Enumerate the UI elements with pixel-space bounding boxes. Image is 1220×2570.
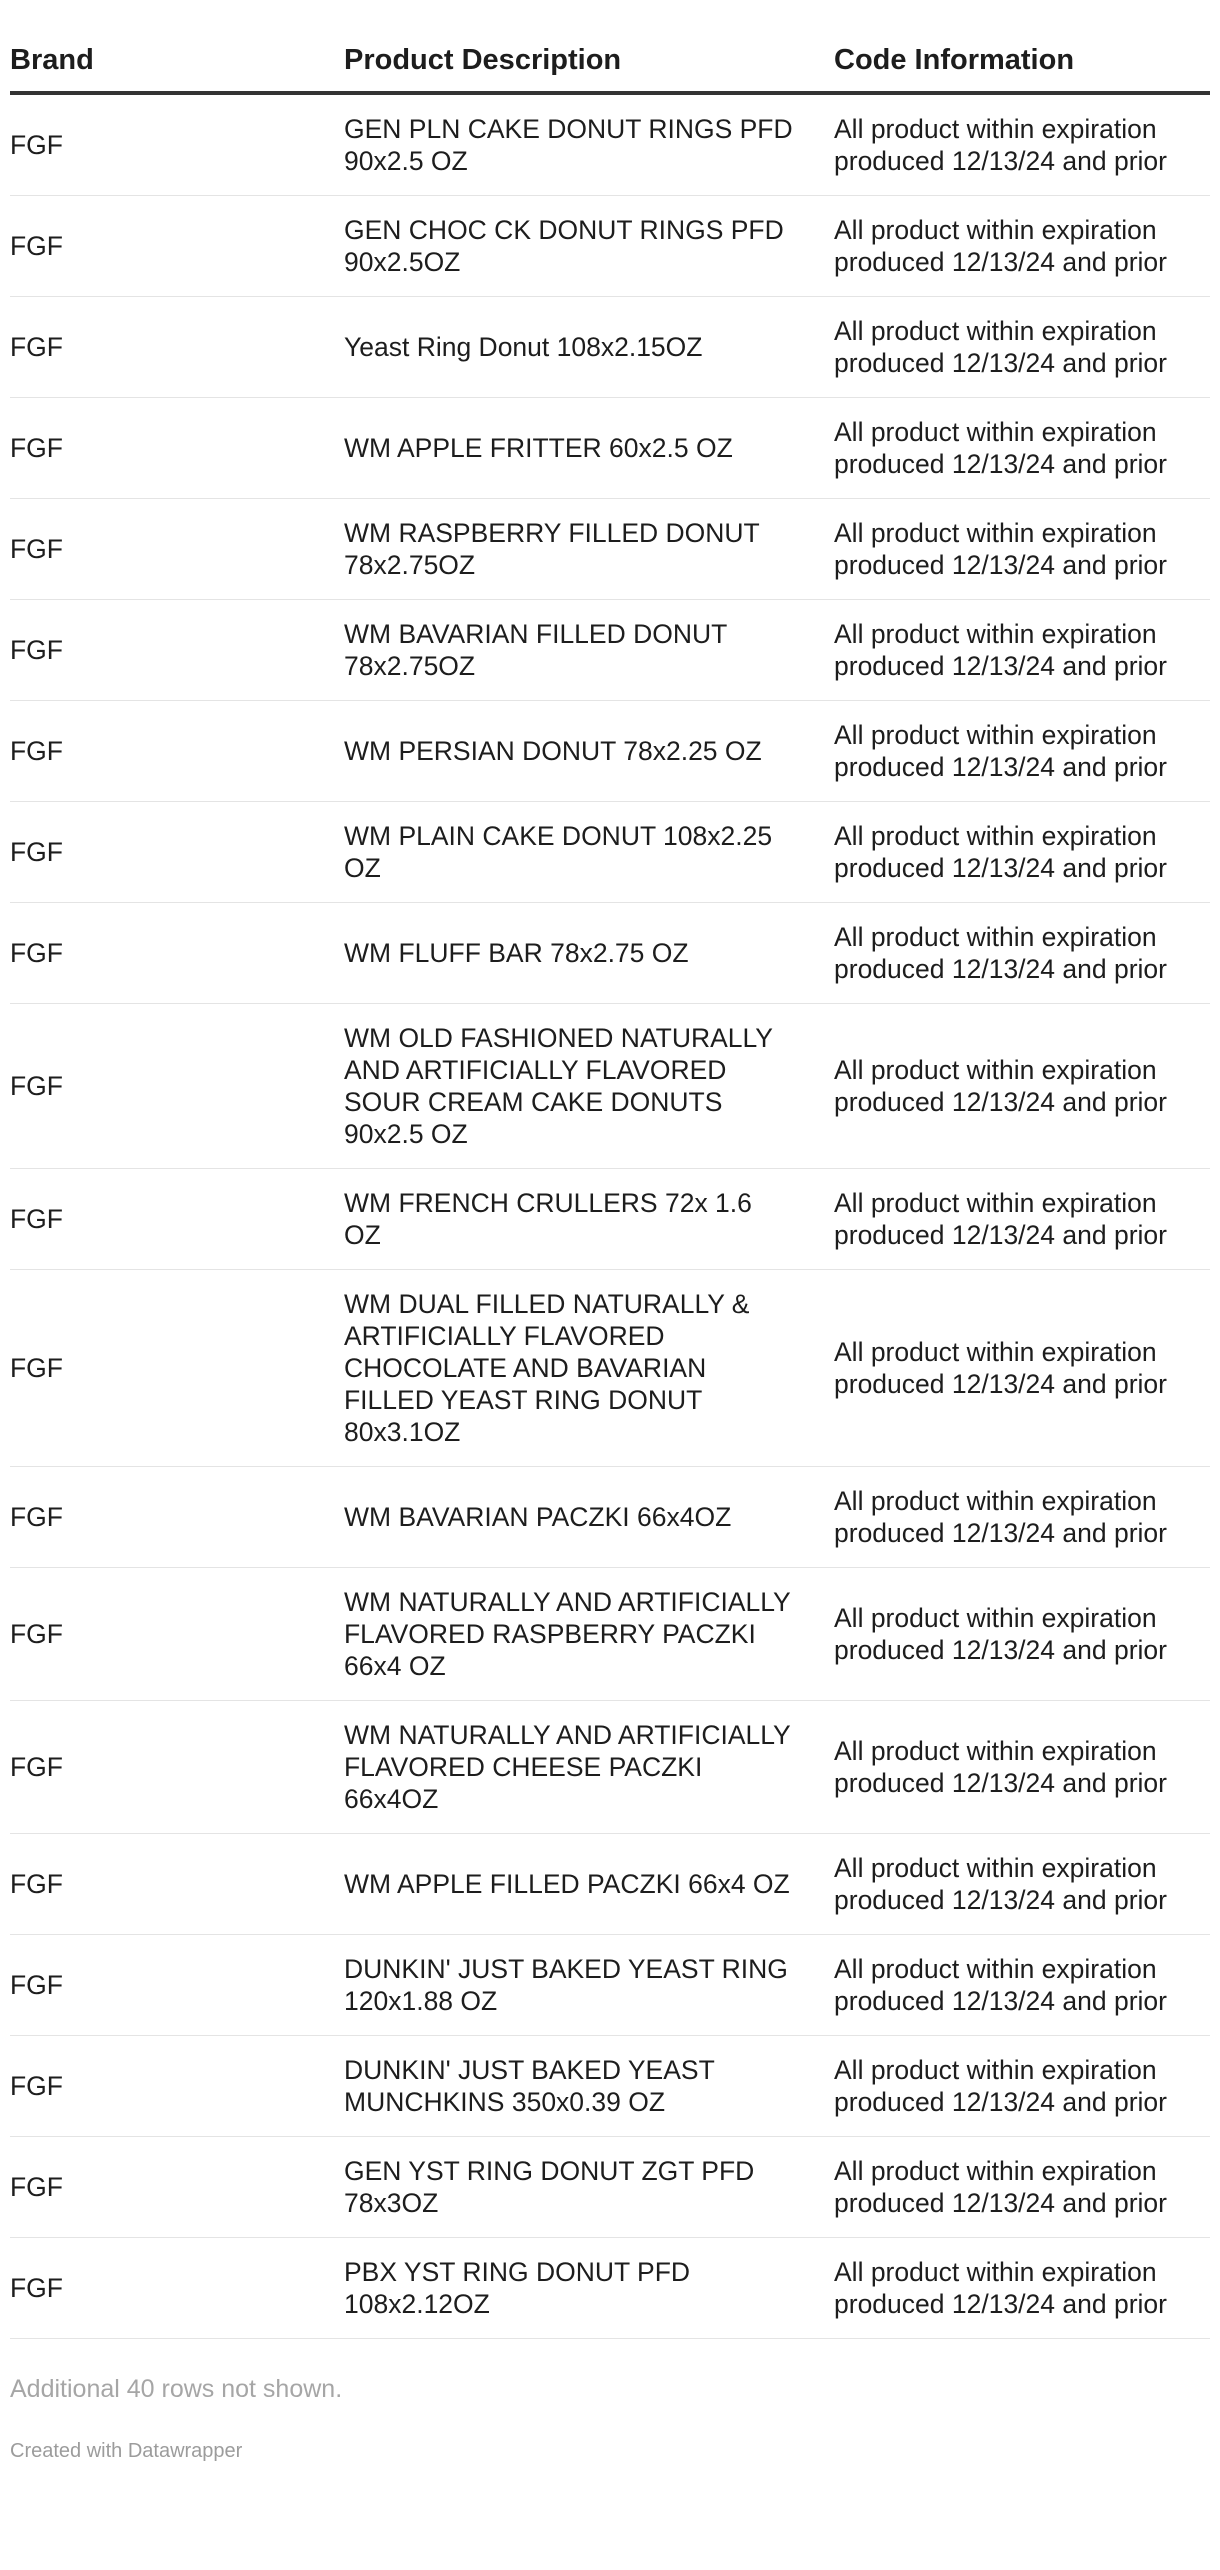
product-description-cell: WM FRENCH CRULLERS 72x 1.6 OZ (344, 1169, 834, 1270)
brand-cell: FGF (10, 1467, 344, 1568)
code-information-line: produced 12/13/24 and prior (834, 1369, 1167, 1399)
code-information-line: All product within expiration (834, 1853, 1157, 1883)
brand-cell: FGF (10, 600, 344, 701)
code-information-line: All product within expiration (834, 215, 1157, 245)
product-description-cell: WM PLAIN CAKE DONUT 108x2.25 OZ (344, 802, 834, 903)
code-information-cell (834, 1270, 1210, 1467)
code-information-cell (834, 1701, 1210, 1834)
code-information-line: All product within expiration (834, 821, 1157, 851)
brand-cell: FGF (10, 903, 344, 1004)
product-description-cell: WM FLUFF BAR 78x2.75 OZ (344, 903, 834, 1004)
table-row (10, 398, 1210, 499)
product-description-cell: WM OLD FASHIONED NATURALLY AND ARTIFICIALLY FLAVORED SOUR CREAM CAKE DONUTS 90x2.5 OZ (344, 1004, 834, 1169)
brand-cell: FGF (10, 499, 344, 600)
code-information-line: All product within expiration (834, 922, 1157, 952)
header-row (10, 0, 1210, 93)
brand-cell: FGF (10, 1701, 344, 1834)
code-information-cell (834, 903, 1210, 1004)
code-information-line: produced 12/13/24 and prior (834, 1220, 1167, 1250)
code-information-cell (834, 499, 1210, 600)
code-information-line: produced 12/13/24 and prior (834, 348, 1167, 378)
code-information-line: produced 12/13/24 and prior (834, 1885, 1167, 1915)
table-row (10, 93, 1210, 196)
code-information-line: produced 12/13/24 and prior (834, 752, 1167, 782)
product-description-cell: WM NATURALLY AND ARTIFICIALLY FLAVORED RASPBERRY PACZKI 66x4 OZ (344, 1568, 834, 1701)
brand-cell: FGF (10, 1568, 344, 1701)
product-description-cell: DUNKIN' JUST BAKED YEAST RING 120x1.88 OZ (344, 1935, 834, 2036)
code-information-line: All product within expiration (834, 1055, 1157, 1085)
code-information-cell (834, 600, 1210, 701)
brand-cell: FGF (10, 2137, 344, 2238)
table-row (10, 297, 1210, 398)
code-information-line: produced 12/13/24 and prior (834, 1087, 1167, 1117)
rows-not-shown-note: Additional 40 rows not shown. (10, 2375, 343, 2403)
code-information-line: All product within expiration (834, 2257, 1157, 2287)
product-description-cell: WM APPLE FILLED PACZKI 66x4 OZ (344, 1834, 834, 1935)
table-row (10, 1834, 1210, 1935)
product-description-cell: WM NATURALLY AND ARTIFICIALLY FLAVORED CHEESE PACZKI 66x4OZ (344, 1701, 834, 1834)
code-information-line: produced 12/13/24 and prior (834, 1635, 1167, 1665)
code-information-cell (834, 1467, 1210, 1568)
code-information-line: produced 12/13/24 and prior (834, 853, 1167, 883)
table-row (10, 1169, 1210, 1270)
code-information-line: All product within expiration (834, 1954, 1157, 1984)
product-table (10, 0, 1210, 2339)
code-information-cell (834, 701, 1210, 802)
code-information-line: produced 12/13/24 and prior (834, 2087, 1167, 2117)
column-header-product-description[interactable]: Product Description (344, 0, 834, 93)
brand-cell: FGF (10, 1169, 344, 1270)
code-information-cell (834, 1568, 1210, 1701)
product-description-cell: GEN YST RING DONUT ZGT PFD 78x3OZ (344, 2137, 834, 2238)
table-row (10, 802, 1210, 903)
brand-cell: FGF (10, 1004, 344, 1169)
code-information-line: produced 12/13/24 and prior (834, 651, 1167, 681)
code-information-cell (834, 802, 1210, 903)
code-information-line: All product within expiration (834, 2156, 1157, 2186)
code-information-cell (834, 93, 1210, 196)
code-information-cell (834, 1004, 1210, 1169)
product-description-cell: WM BAVARIAN FILLED DONUT 78x2.75OZ (344, 600, 834, 701)
code-information-cell (834, 2036, 1210, 2137)
table-row (10, 1935, 1210, 2036)
table-row (10, 2137, 1210, 2238)
product-description-cell: Yeast Ring Donut 108x2.15OZ (344, 297, 834, 398)
table-row (10, 1004, 1210, 1169)
code-information-line: All product within expiration (834, 1188, 1157, 1218)
table-row (10, 1568, 1210, 1701)
table-row (10, 2036, 1210, 2137)
table-row (10, 1701, 1210, 1834)
code-information-line: All product within expiration (834, 1486, 1157, 1516)
code-information-line: All product within expiration (834, 1337, 1157, 1367)
table-row (10, 2238, 1210, 2339)
code-information-line: All product within expiration (834, 417, 1157, 447)
code-information-line: All product within expiration (834, 316, 1157, 346)
code-information-cell (834, 398, 1210, 499)
code-information-line: All product within expiration (834, 619, 1157, 649)
datawrapper-credit[interactable]: Created with Datawrapper (10, 2440, 243, 2462)
code-information-cell (834, 2137, 1210, 2238)
product-description-cell: WM BAVARIAN PACZKI 66x4OZ (344, 1467, 834, 1568)
product-description-cell: GEN CHOC CK DONUT RINGS PFD 90x2.5OZ (344, 196, 834, 297)
table-row (10, 1270, 1210, 1467)
code-information-cell (834, 196, 1210, 297)
code-information-cell (834, 1935, 1210, 2036)
code-information-line: produced 12/13/24 and prior (834, 1986, 1167, 2016)
code-information-line: produced 12/13/24 and prior (834, 247, 1167, 277)
code-information-line: produced 12/13/24 and prior (834, 449, 1167, 479)
table-row (10, 701, 1210, 802)
code-information-line: All product within expiration (834, 114, 1157, 144)
product-description-cell: WM APPLE FRITTER 60x2.5 OZ (344, 398, 834, 499)
code-information-line: produced 12/13/24 and prior (834, 1768, 1167, 1798)
product-description-cell: GEN PLN CAKE DONUT RINGS PFD 90x2.5 OZ (344, 93, 834, 196)
brand-cell: FGF (10, 93, 344, 196)
code-information-line: produced 12/13/24 and prior (834, 2289, 1167, 2319)
code-information-line: All product within expiration (834, 518, 1157, 548)
brand-cell: FGF (10, 196, 344, 297)
brand-cell: FGF (10, 297, 344, 398)
code-information-line: All product within expiration (834, 1736, 1157, 1766)
table-row (10, 196, 1210, 297)
product-description-cell: WM PERSIAN DONUT 78x2.25 OZ (344, 701, 834, 802)
column-header-brand[interactable]: Brand (10, 0, 344, 93)
code-information-cell (834, 2238, 1210, 2339)
brand-cell: FGF (10, 802, 344, 903)
table-row (10, 600, 1210, 701)
code-information-cell (834, 1834, 1210, 1935)
product-description-cell: DUNKIN' JUST BAKED YEAST MUNCHKINS 350x0.39 OZ (344, 2036, 834, 2137)
product-description-cell: WM DUAL FILLED NATURALLY & ARTIFICIALLY FLAVORED CHOCOLATE AND BAVARIAN FILLED YEAST RING DONUT 80x3.1OZ (344, 1270, 834, 1467)
table-row (10, 499, 1210, 600)
code-information-line: All product within expiration (834, 720, 1157, 750)
brand-cell: FGF (10, 398, 344, 499)
code-information-cell (834, 1169, 1210, 1270)
brand-cell: FGF (10, 1935, 344, 2036)
code-information-line: produced 12/13/24 and prior (834, 550, 1167, 580)
code-information-line: produced 12/13/24 and prior (834, 1518, 1167, 1548)
code-information-line: All product within expiration (834, 1603, 1157, 1633)
code-information-line: All product within expiration (834, 2055, 1157, 2085)
table-row (10, 1467, 1210, 1568)
brand-cell: FGF (10, 1270, 344, 1467)
brand-cell: FGF (10, 1834, 344, 1935)
brand-cell: FGF (10, 2238, 344, 2339)
product-description-cell: WM RASPBERRY FILLED DONUT 78x2.75OZ (344, 499, 834, 600)
brand-cell: FGF (10, 2036, 344, 2137)
code-information-line: produced 12/13/24 and prior (834, 2188, 1167, 2218)
table-row (10, 903, 1210, 1004)
table-body (10, 93, 1210, 2339)
code-information-cell (834, 297, 1210, 398)
code-information-line: produced 12/13/24 and prior (834, 954, 1167, 984)
product-description-cell: PBX YST RING DONUT PFD 108x2.12OZ (344, 2238, 834, 2339)
column-header-code-information[interactable]: Code Information (834, 0, 1210, 93)
code-information-line: produced 12/13/24 and prior (834, 146, 1167, 176)
brand-cell: FGF (10, 701, 344, 802)
